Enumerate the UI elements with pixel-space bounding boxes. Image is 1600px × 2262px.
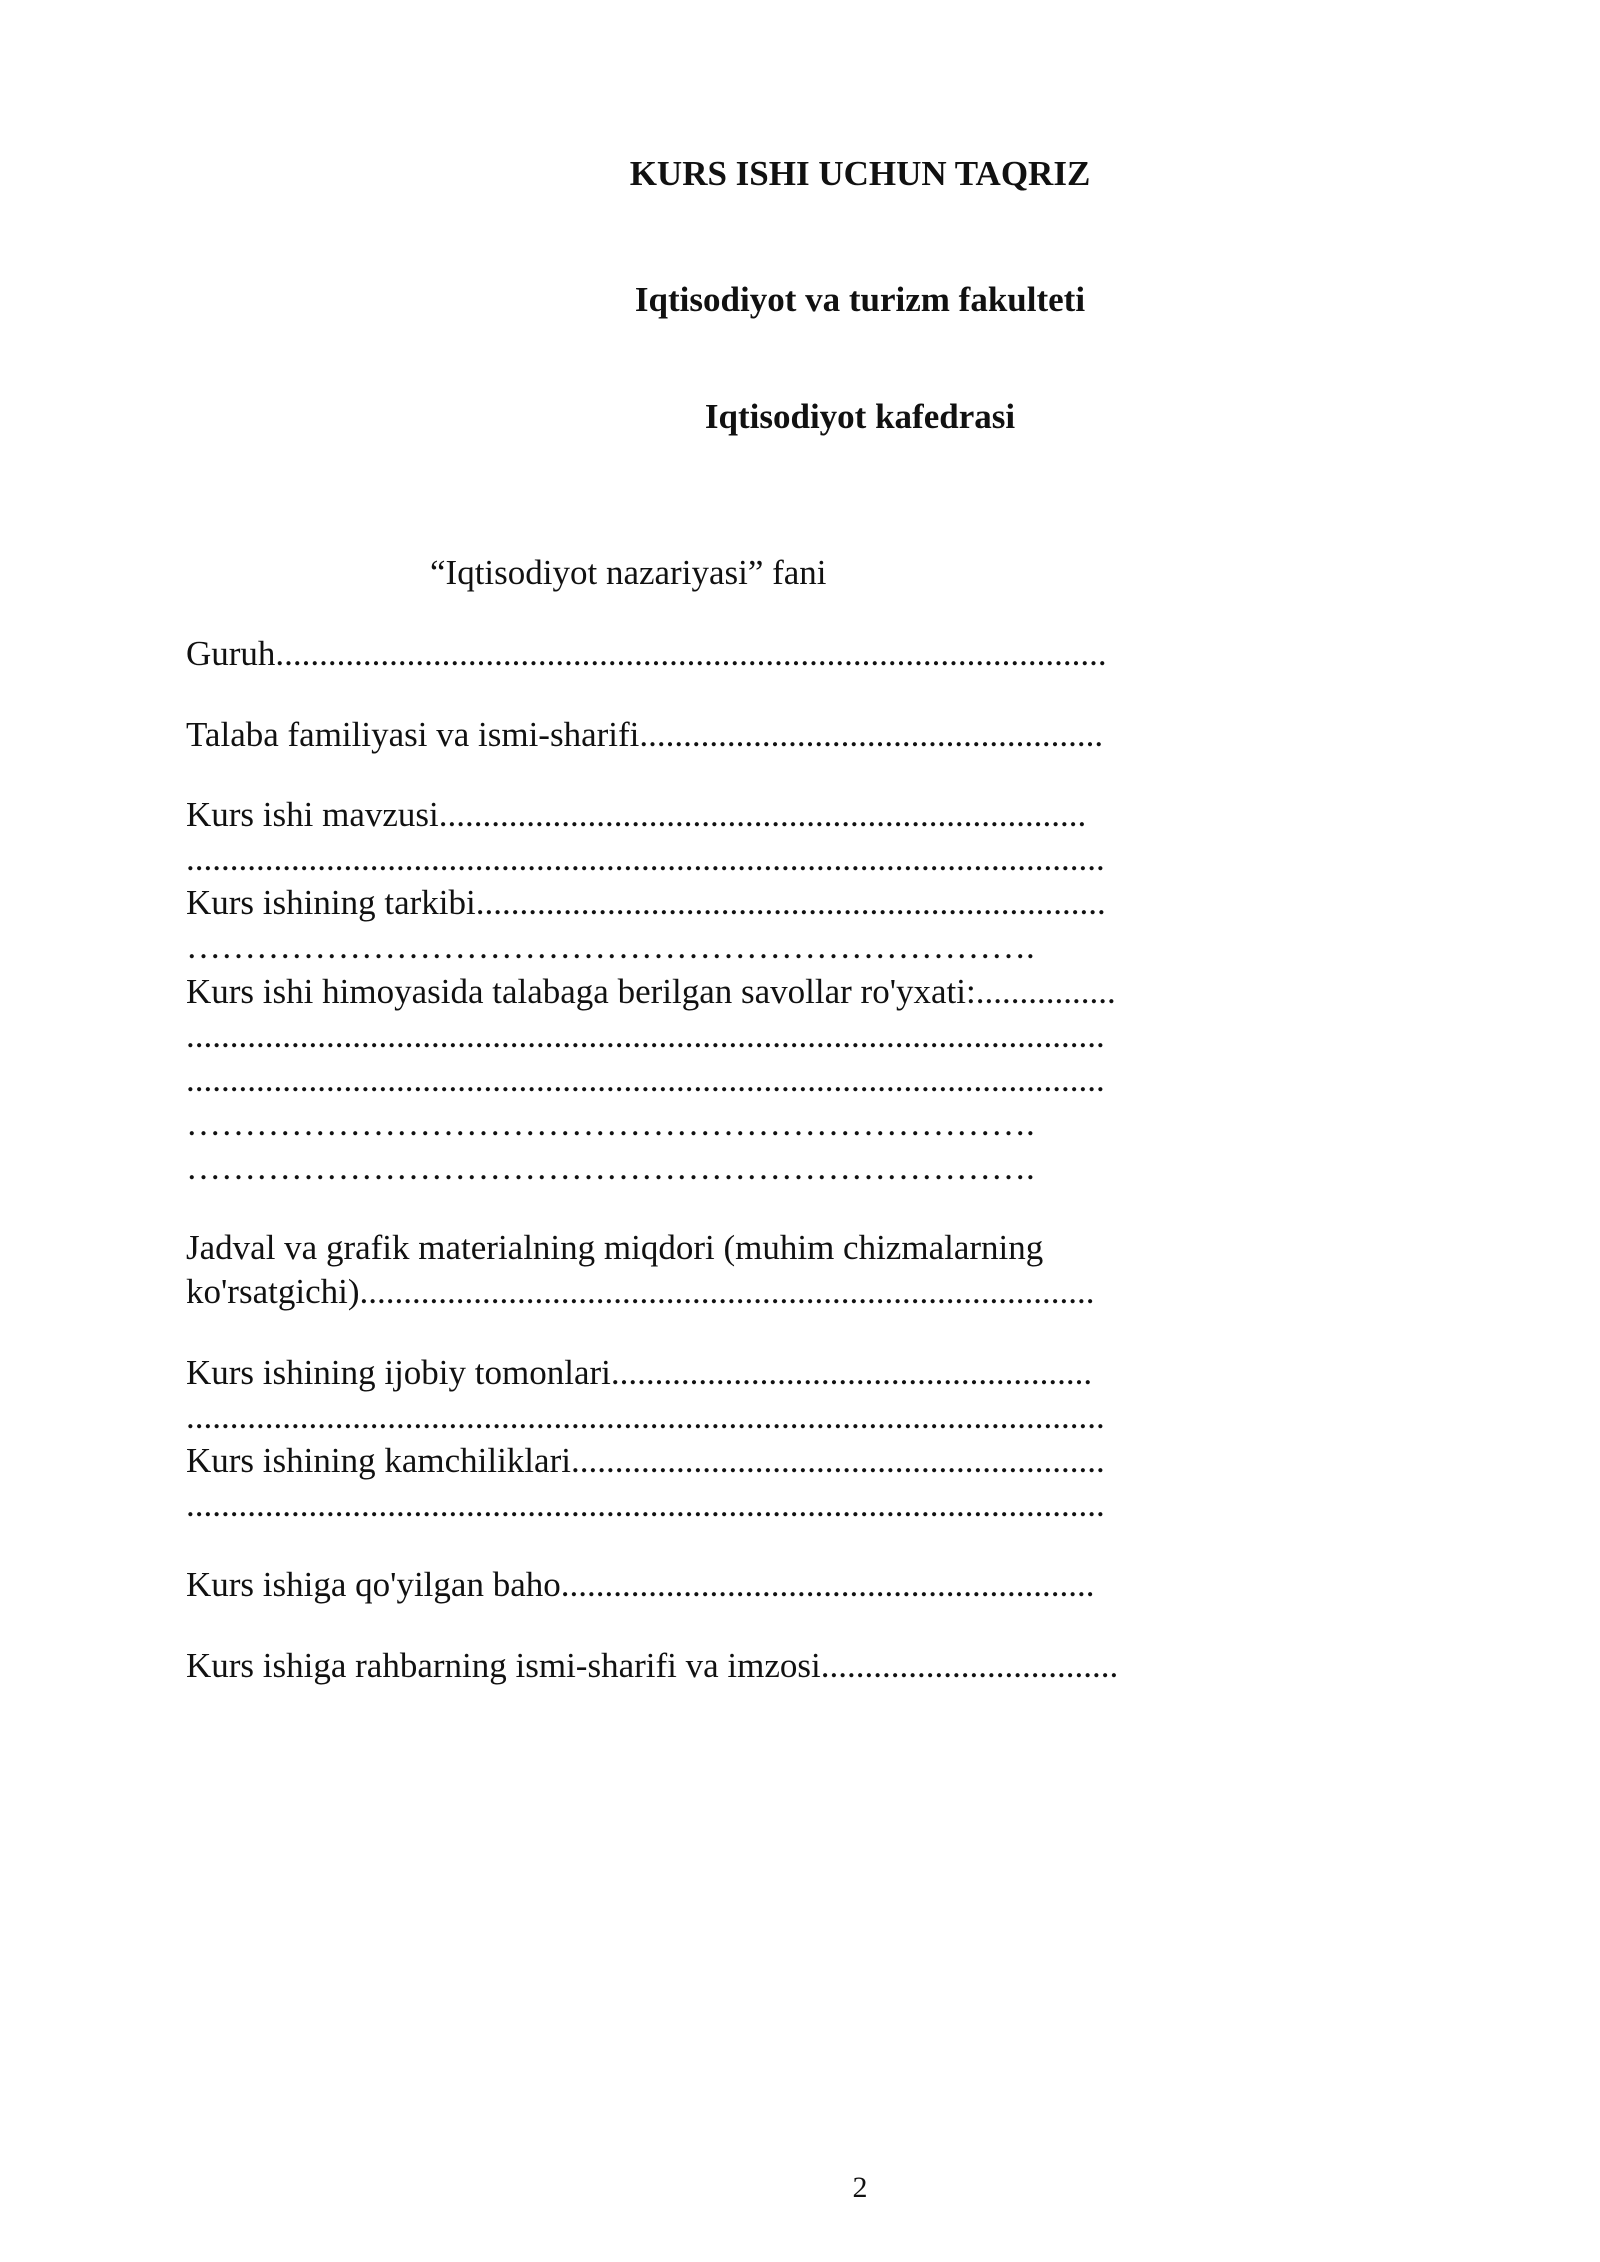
topic-continuation: .........................................................................................................	[186, 839, 1105, 878]
strengths-field: Kurs ishining ijobiy tomonlari.......................................................	[186, 1353, 1093, 1392]
faculty-heading: Iqtisodiyot va turizm fakulteti	[634, 280, 1086, 319]
questions-continuation: ……………………………………………………………….	[186, 1148, 1035, 1187]
subject-line: “Iqtisodiyot nazariyasi” fani	[430, 553, 827, 592]
structure-continuation: ……………………………………………………………….	[186, 927, 1035, 966]
department-heading: Iqtisodiyot kafedrasi	[704, 397, 1016, 436]
page-number: 2	[852, 2171, 868, 2204]
structure-field: Kurs ishining tarkibi........................................................................	[186, 883, 1106, 922]
questions-continuation: .........................................................................................................	[186, 1060, 1105, 1099]
group-field: Guruh...............................................................................................	[186, 634, 1107, 673]
materials-field-continuation: ko'rsatgichi)....................................................................................	[186, 1272, 1095, 1311]
document-title: KURS ISHI UCHUN TAQRIZ	[629, 154, 1091, 193]
strengths-continuation: .........................................................................................................	[186, 1397, 1105, 1436]
weaknesses-field: Kurs ishining kamchiliklari.............................................................	[186, 1441, 1105, 1480]
questions-continuation: ……………………………………………………………….	[186, 1104, 1035, 1143]
weaknesses-continuation: .........................................................................................................	[186, 1485, 1105, 1524]
grade-field: Kurs ishiga qo'yilgan baho.............................................................	[186, 1565, 1095, 1604]
topic-field: Kurs ishi mavzusi..........................................................................	[186, 795, 1087, 834]
materials-field: Jadval va grafik materialning miqdori (muhim chizmalarning	[186, 1228, 1044, 1267]
questions-field: Kurs ishi himoyasida talabaga berilgan savollar ro'yxati:................	[186, 972, 1116, 1011]
questions-continuation: .........................................................................................................	[186, 1016, 1105, 1055]
supervisor-field: Kurs ishiga rahbarning ismi-sharifi va imzosi..................................	[186, 1646, 1119, 1685]
student-name-field: Talaba familiyasi va ismi-sharifi.....................................................	[186, 715, 1104, 754]
